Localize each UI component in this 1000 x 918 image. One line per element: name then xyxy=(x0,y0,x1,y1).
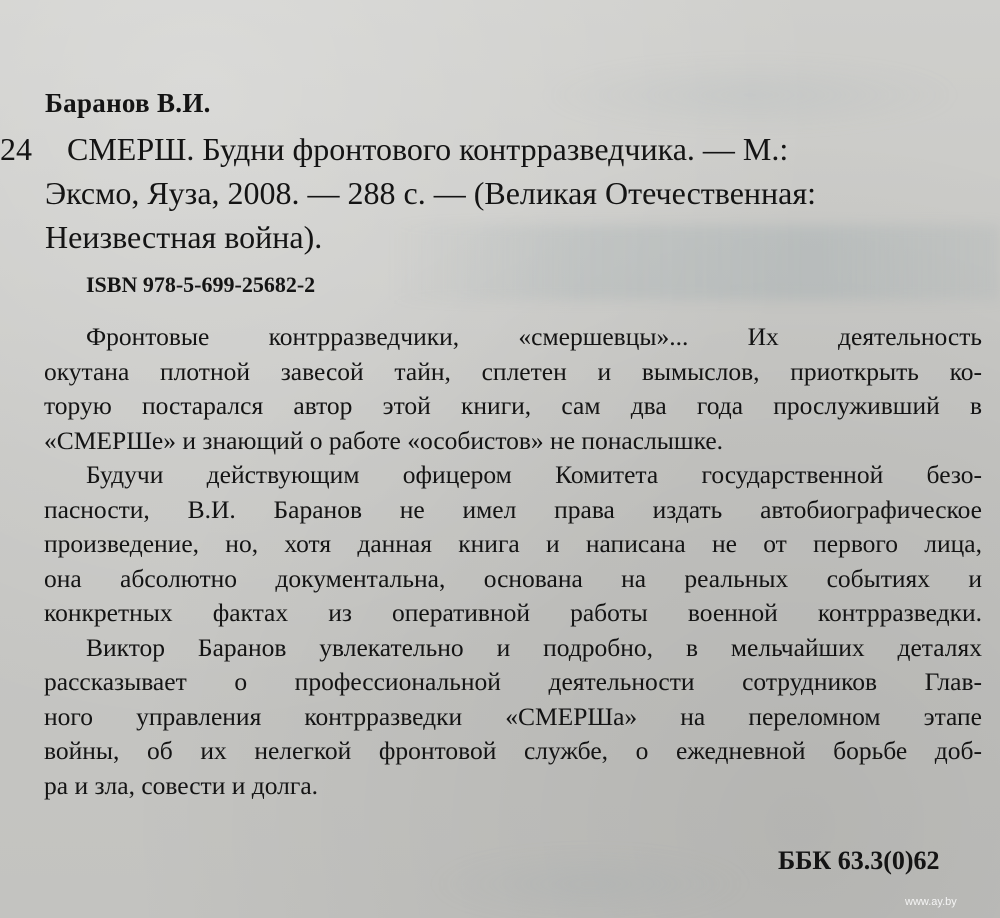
annotation-line: она абсолютно документальна, основана на реальных событиях и xyxy=(44,563,982,593)
background-bleed-top xyxy=(540,60,960,130)
annotation-line: ра и зла, совести и долга. xyxy=(44,770,319,800)
annotation-text xyxy=(44,320,982,803)
annotation-line: Будучи действующим офицером Комитета государственной безо- xyxy=(86,460,982,489)
site-watermark: www.ay.by xyxy=(905,896,957,908)
background-bleed-bottom xyxy=(430,850,750,918)
bibliographic-record xyxy=(45,127,982,259)
annotation-line: окутана плотной завесой тайн, сплетен и вымыслов, приоткрыть ко- xyxy=(44,356,982,386)
annotation-line: произведение, но, хотя данная книга и написана не от первого лица, xyxy=(44,529,982,558)
annotation-line: торую постарался автор этой книги, сам два года прослуживший в xyxy=(44,391,982,420)
annotation-line: войны, об их нелегкой фронтовой службе, о ежедневной борьбе доб- xyxy=(44,736,982,765)
index-code: 24 xyxy=(0,131,32,167)
annotation-line: пасности, В.И. Баранов не имел права издать автобиографическое xyxy=(44,494,982,524)
bibliography-line: Неизвестная война). xyxy=(45,219,323,255)
bibliography-line: Эксмо, Яуза, 2008. — 288 с. — (Великая Отечественная: xyxy=(45,175,816,211)
author-name: Баранов В.И. xyxy=(45,88,211,118)
annotation-line: «СМЕРШе» и знающий о работе «особистов» не понаслышке. xyxy=(44,425,724,455)
annotation-line: конкретных фактах из оперативной работы военной контрразведки. xyxy=(44,598,982,627)
isbn: ISBN 978-5-699-25682-2 xyxy=(86,272,316,297)
bibliography-line: СМЕРШ. Будни фронтового контрразведчика. — М.: xyxy=(67,131,789,167)
annotation-line: рассказывает о профессиональной деятельности сотрудников Глав- xyxy=(44,667,982,696)
annotation-line: Фронтовые контрразведчики, «смершевцы»... Их деятельность xyxy=(86,322,982,351)
annotation-line: ного управления контрразведки «СМЕРШа» на переломном этапе xyxy=(44,701,982,731)
bbk-code: ББК 63.3(0)62 xyxy=(778,846,940,875)
annotation-line: Виктор Баранов увлекательно и подробно, в мельчайших деталях xyxy=(86,632,982,662)
